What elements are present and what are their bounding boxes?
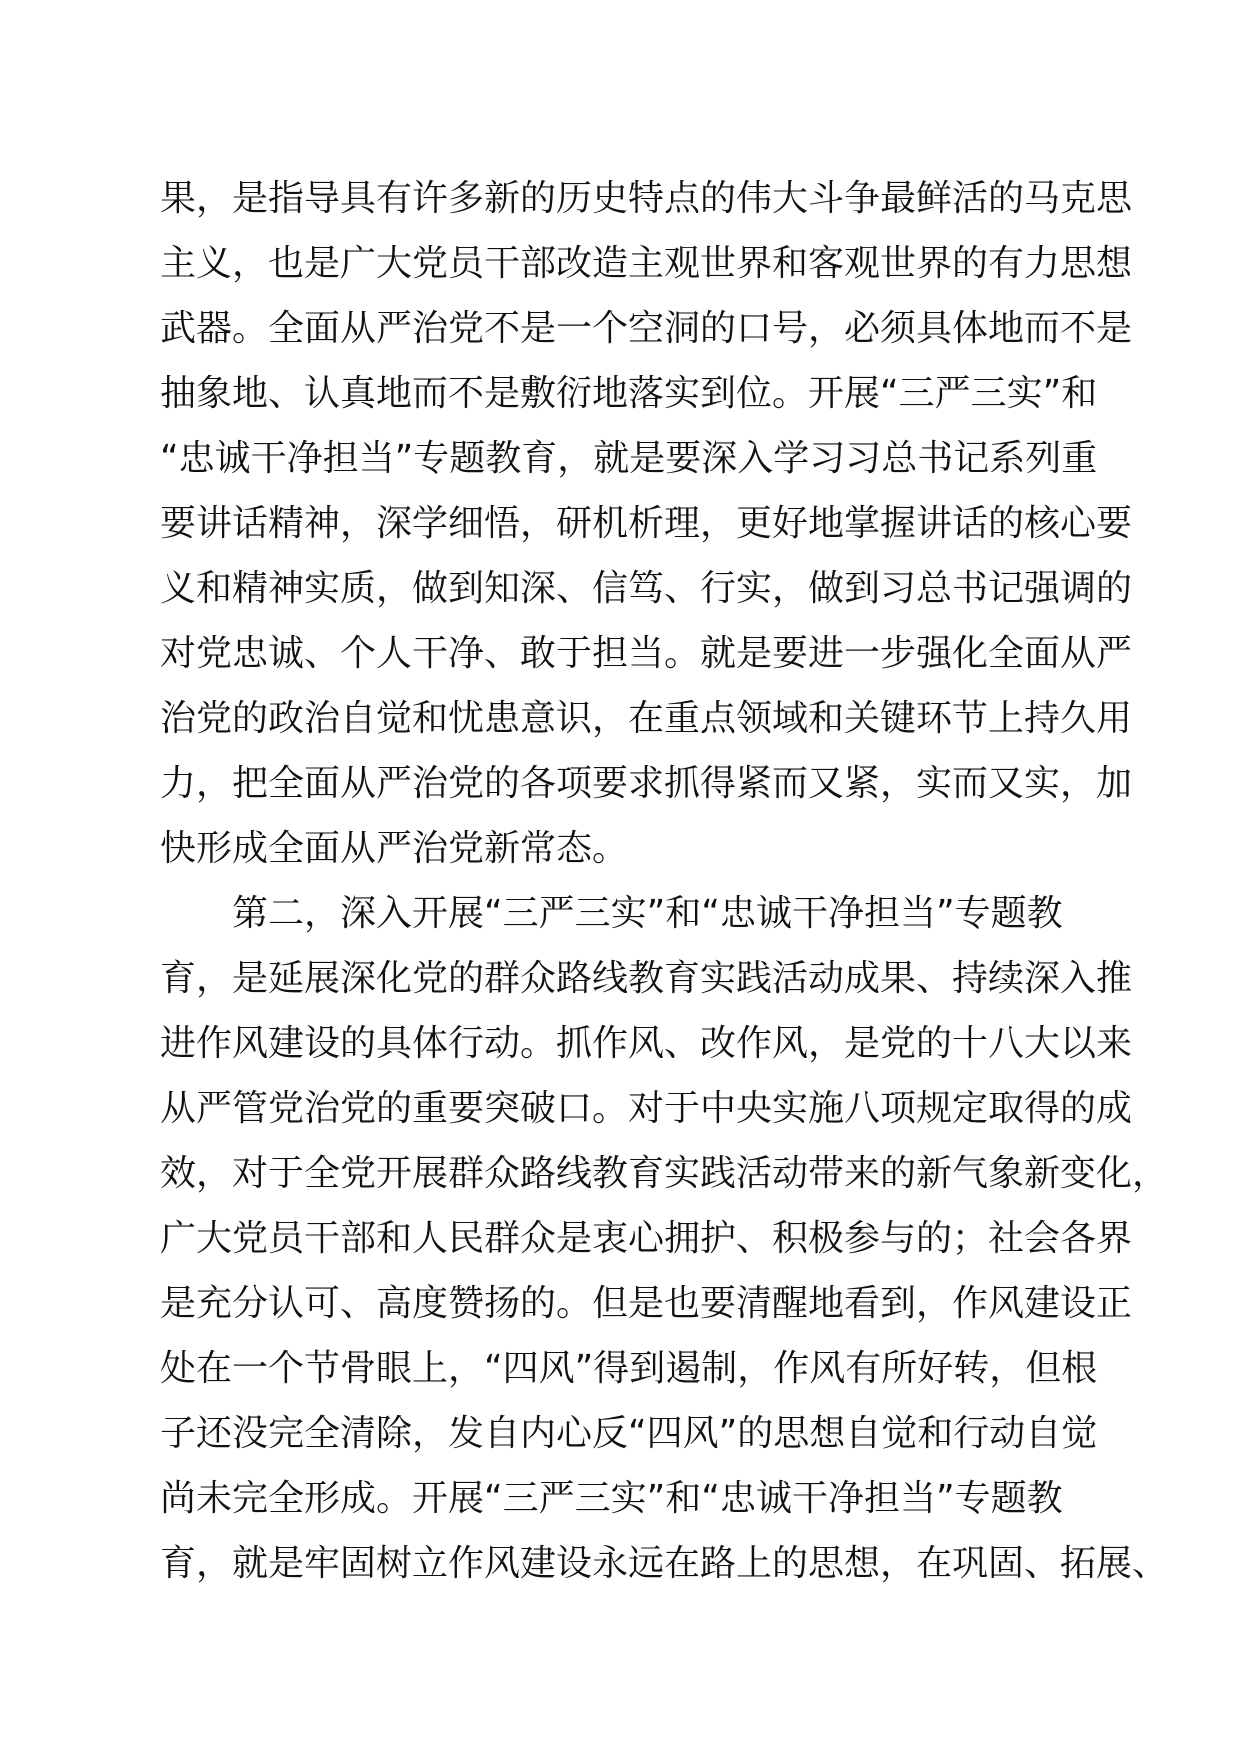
text-line: 武器。全面从严治党不是一个空洞的口号，必须具体地而不是 [160,308,1133,349]
text-line: 力，把全面从严治党的各项要求抓得紧而又紧，实而又实，加 [160,763,1133,804]
text-line: 效，对于全党开展群众路线教育实践活动带来的新气象新变化， [160,1153,1169,1194]
text-line: 抽象地、认真地而不是敷衍地落实到位。开展“三严三实”和 [160,373,1098,414]
text-line: 果，是指导具有许多新的历史特点的伟大斗争最鲜活的马克思 [160,178,1133,219]
text-line: 治党的政治自觉和忧患意识，在重点领域和关键环节上持久用 [160,698,1133,739]
text-line: 义和精神实质，做到知深、信笃、行实，做到习总书记强调的 [160,568,1133,609]
text-line: 育，就是牢固树立作风建设永远在路上的思想，在巩固、拓展、 [160,1543,1169,1584]
text-line: 从严管党治党的重要突破口。对于中央实施八项规定取得的成 [160,1088,1133,1129]
text-line: “忠诚干净担当”专题教育，就是要深入学习习总书记系列重 [160,438,1098,479]
text-line: 快形成全面从严治党新常态。 [160,828,629,869]
text-line: 要讲话精神，深学细悟，研机析理，更好地掌握讲话的核心要 [160,503,1133,544]
text-line: 主义，也是广大党员干部改造主观世界和客观世界的有力思想 [160,243,1133,284]
text-line: 子还没完全清除，发自内心反“四风”的思想自觉和行动自觉 [160,1413,1098,1454]
text-line: 尚未完全形成。开展“三严三实”和“忠诚干净担当”专题教 [160,1478,1063,1519]
paragraph-start-line: 第二，深入开展“三严三实”和“忠诚干净担当”专题教 [232,893,1063,934]
text-line: 对党忠诚、个人干净、敢于担当。就是要进一步强化全面从严 [160,633,1133,674]
text-line: 处在一个节骨眼上，“四风”得到遏制，作风有所好转，但根 [160,1348,1098,1389]
text-line: 广大党员干部和人民群众是衷心拥护、积极参与的；社会各界 [160,1218,1133,1259]
body-text [160,166,1169,1596]
text-line: 进作风建设的具体行动。抓作风、改作风，是党的十八大以来 [160,1023,1133,1064]
text-line: 是充分认可、高度赞扬的。但是也要清醒地看到，作风建设正 [160,1283,1133,1324]
text-line: 育，是延展深化党的群众路线教育实践活动成果、持续深入推 [160,958,1133,999]
